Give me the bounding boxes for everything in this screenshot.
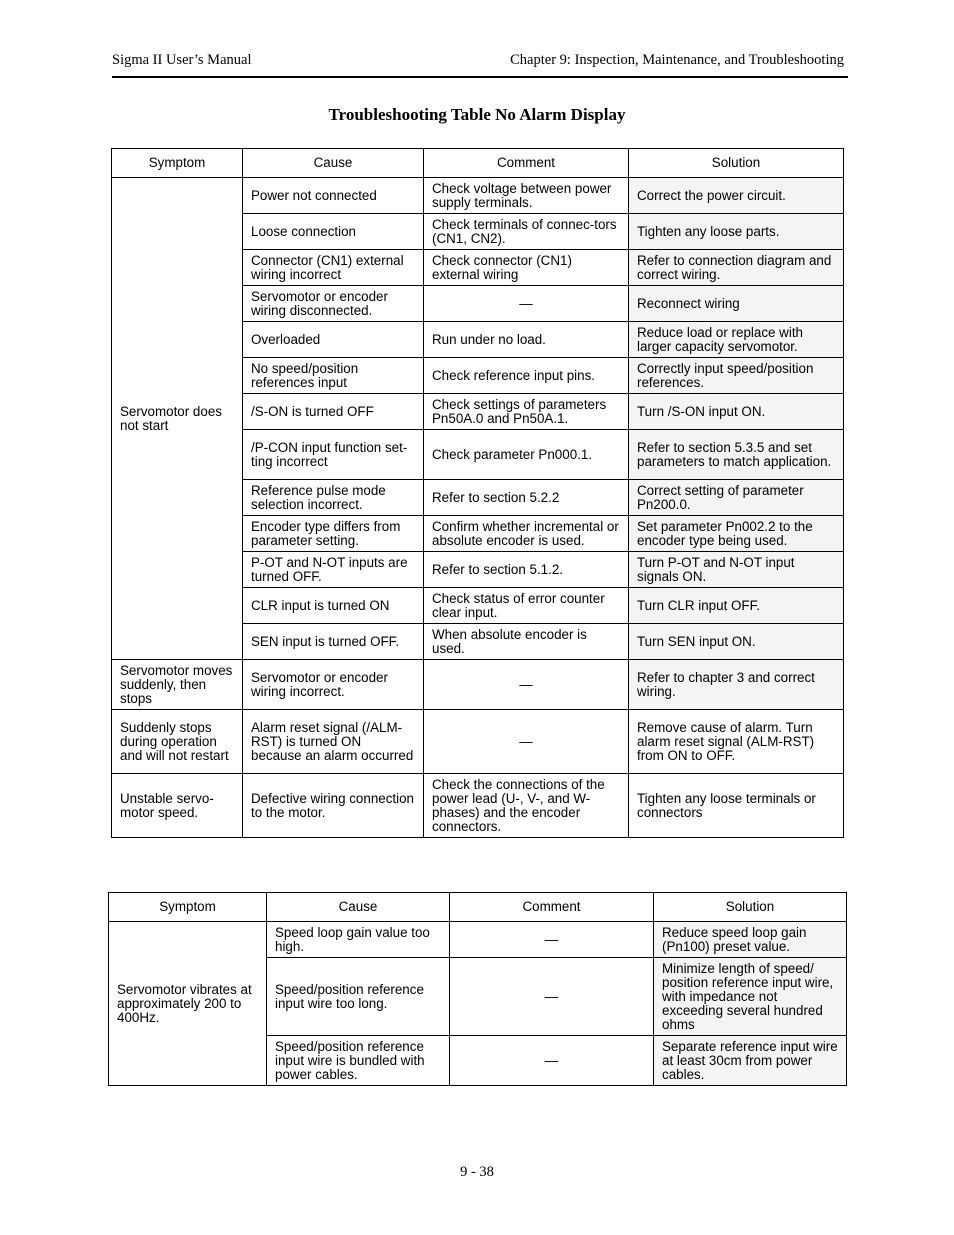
vibration-troubleshooting-table [108, 892, 847, 1086]
symptom-cell: Unstable servo-motor speed. [112, 774, 243, 838]
solution-cell: Correct setting of parameter Pn200.0. [629, 480, 844, 516]
comment-cell: Refer to section 5.2.2 [424, 480, 629, 516]
solution-cell: Refer to chapter 3 and correct wiring. [629, 660, 844, 710]
header-solution: Solution [629, 149, 844, 178]
header-cause: Cause [243, 149, 424, 178]
header-comment: Comment [424, 149, 629, 178]
comment-cell: — [424, 286, 629, 322]
symptom-cell: Servomotor vibrates at approximately 200 to 400Hz. [109, 922, 267, 1086]
cause-cell: Power not connected [243, 178, 424, 214]
comment-cell: Run under no load. [424, 322, 629, 358]
cause-cell: Servomotor or encoder wiring incorrect. [243, 660, 424, 710]
table-row [109, 922, 847, 958]
cause-cell: /P-CON input function set-ting incorrect [243, 430, 424, 480]
comment-cell: Confirm whether incremental or absolute encoder is used. [424, 516, 629, 552]
cause-cell: Speed loop gain value too high. [267, 922, 450, 958]
cause-cell: Loose connection [243, 214, 424, 250]
cause-cell: Defective wiring connection to the motor. [243, 774, 424, 838]
solution-cell: Set parameter Pn002.2 to the encoder type being used. [629, 516, 844, 552]
page-header [112, 52, 848, 78]
cause-cell: Servomotor or encoder wiring disconnected. [243, 286, 424, 322]
header-manual-title: Sigma II User’s Manual [112, 52, 252, 68]
table-row [112, 774, 844, 838]
comment-cell: Refer to section 5.1.2. [424, 552, 629, 588]
comment-cell: Check reference input pins. [424, 358, 629, 394]
solution-cell: Separate reference input wire at least 30cm from power cables. [654, 1036, 847, 1086]
comment-cell: — [424, 710, 629, 774]
solution-cell: Remove cause of alarm. Turn alarm reset signal (ALM-RST) from ON to OFF. [629, 710, 844, 774]
solution-cell: Correctly input speed/position references. [629, 358, 844, 394]
comment-cell: Check parameter Pn000.1. [424, 430, 629, 480]
comment-cell: Check status of error counter clear input. [424, 588, 629, 624]
solution-cell: Turn P-OT and N-OT input signals ON. [629, 552, 844, 588]
solution-cell: Turn SEN input ON. [629, 624, 844, 660]
cause-cell: Alarm reset signal (/ALM-RST) is turned ON because an alarm occurred [243, 710, 424, 774]
solution-cell: Reduce speed loop gain (Pn100) preset value. [654, 922, 847, 958]
page-title: Troubleshooting Table No Alarm Display [328, 105, 626, 124]
table-row [112, 710, 844, 774]
solution-cell: Turn CLR input OFF. [629, 588, 844, 624]
header-chapter-title: Chapter 9: Inspection, Maintenance, and Troubleshooting [510, 52, 844, 68]
comment-cell: Check terminals of connec-tors (CN1, CN2). [424, 214, 629, 250]
comment-cell: Check settings of parameters Pn50A.0 and Pn50A.1. [424, 394, 629, 430]
cause-cell: CLR input is turned ON [243, 588, 424, 624]
solution-cell: Reconnect wiring [629, 286, 844, 322]
page-number: 9 - 38 [460, 1164, 494, 1180]
solution-cell: Tighten any loose parts. [629, 214, 844, 250]
solution-cell: Minimize length of speed/ position reference input wire, with impedance not exceeding several hundred ohms [654, 958, 847, 1036]
cause-cell: /S-ON is turned OFF [243, 394, 424, 430]
header-symptom: Symptom [112, 149, 243, 178]
comment-cell: Check voltage between power supply terminals. [424, 178, 629, 214]
cause-cell: Connector (CN1) external wiring incorrect [243, 250, 424, 286]
comment-cell: — [450, 922, 654, 958]
cause-cell: P-OT and N-OT inputs are turned OFF. [243, 552, 424, 588]
table-row [112, 178, 844, 214]
header-symptom: Symptom [109, 893, 267, 922]
comment-cell: Check the connections of the power lead (U-, V-, and W-phases) and the encoder connectors. [424, 774, 629, 838]
cause-cell: Reference pulse mode selection incorrect. [243, 480, 424, 516]
table-header-row [112, 149, 844, 178]
cause-cell: Encoder type differs from parameter setting. [243, 516, 424, 552]
solution-cell: Refer to connection diagram and correct wiring. [629, 250, 844, 286]
symptom-cell: Suddenly stops during operation and will not restart [112, 710, 243, 774]
symptom-cell: Servomotor does not start [112, 178, 243, 660]
comment-cell: — [450, 958, 654, 1036]
cause-cell: No speed/position references input [243, 358, 424, 394]
table-row [112, 660, 844, 710]
cause-cell: Overloaded [243, 322, 424, 358]
table-header-row [109, 893, 847, 922]
symptom-cell: Servomotor moves suddenly, then stops [112, 660, 243, 710]
comment-cell: When absolute encoder is used. [424, 624, 629, 660]
cause-cell: SEN input is turned OFF. [243, 624, 424, 660]
solution-cell: Turn /S-ON input ON. [629, 394, 844, 430]
solution-cell: Correct the power circuit. [629, 178, 844, 214]
comment-cell: Check connector (CN1) external wiring [424, 250, 629, 286]
comment-cell: — [424, 660, 629, 710]
troubleshooting-table [111, 148, 844, 838]
comment-cell: — [450, 1036, 654, 1086]
solution-cell: Refer to section 5.3.5 and set parameters to match application. [629, 430, 844, 480]
header-cause: Cause [267, 893, 450, 922]
header-solution: Solution [654, 893, 847, 922]
header-comment: Comment [450, 893, 654, 922]
cause-cell: Speed/position reference input wire too long. [267, 958, 450, 1036]
solution-cell: Tighten any loose terminals or connectors [629, 774, 844, 838]
solution-cell: Reduce load or replace with larger capacity servomotor. [629, 322, 844, 358]
cause-cell: Speed/position reference input wire is bundled with power cables. [267, 1036, 450, 1086]
